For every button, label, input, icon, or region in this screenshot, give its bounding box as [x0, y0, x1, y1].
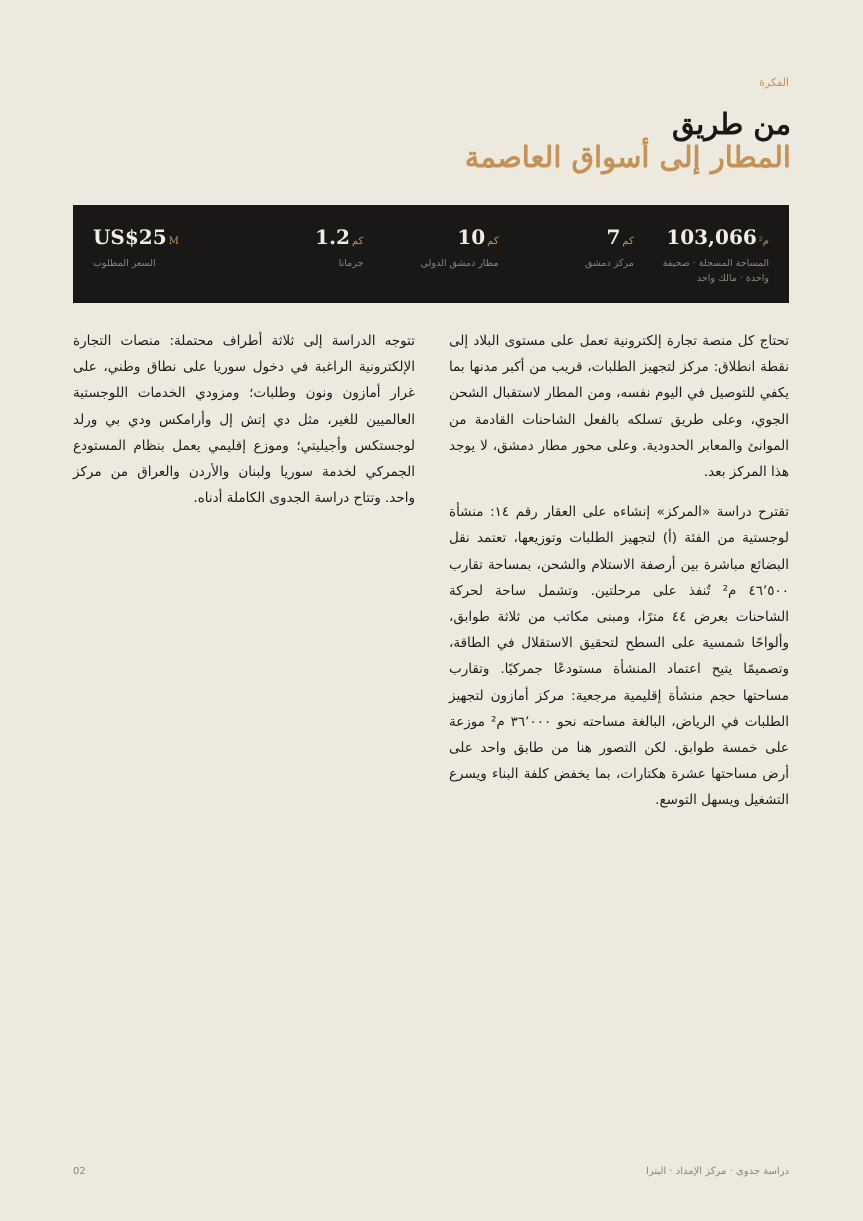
- body-paragraph: تقترح دراسة «المركز» إنشاءه على العقار رقم ١٤: منشأة لوجستية من الفئة (أ) لتجهيز الطلبات وتوزيعها، تعتمد نقل البضائع مباشرة بين أرصفة الاستلام والشحن، بمساحة تقارب ٤٦٬٥٠٠ م² تُنفذ على مرحلتين. وتشمل ساحة لحركة الشاحنات بعرض ٤٤ مترًا، ومبنى مكاتب من ثلاثة طوابق، وألواحًا شمسية على السطح لتحقيق الاستقلال في الطاقة، وتصميمًا يتيح اعتماد المنشأة مستودعًا جمركيًا. وتقارب مساحتها حجم منشأة إقليمية مرجعية: مركز أمازون لتجهيز الطلبات في الرياض، البالغة مساحته نحو ٣٦٬٠٠٠ م² موزعة على خمسة طوابق. لكن التصور هنا من طابق واحد على أرض مساحتها عشرة هكتارات، بما يخفض كلفة البناء ويسرع التشغيل ويسهل التوسع.: [449, 504, 790, 809]
- stat-value: US$25 M: [92, 225, 179, 249]
- section-label: الفكرة: [759, 76, 789, 89]
- page-number: 02: [73, 1166, 86, 1177]
- stat-airport: [363, 225, 498, 303]
- page-footer: [73, 1166, 789, 1177]
- stat-unit: كم: [487, 236, 499, 247]
- stat-unit: M: [168, 236, 179, 247]
- stat-jaramana: [228, 225, 363, 303]
- body-paragraph: تتوجه الدراسة إلى ثلاثة أطراف محتملة: منصات التجارة الإلكترونية الراغبة في دخول سوريا على نطاق وطني، على غرار أمازون ونون وطلبات؛ ومزودي الخدمات اللوجستية العالميين للغير، مثل دي إتش إل وأرامكس ودي بي ورلد لوجستكس وأجيليتي؛ وموزع إقليمي يعمل بنظام المستودع الجمركي لخدمة سوريا ولبنان والأردن والعراق من مركز واحد. وتتاح دراسة الجدوى الكاملة أدناه.: [73, 333, 415, 507]
- stat-unit: كم: [622, 236, 634, 247]
- title-line-1: من طريق: [671, 107, 791, 141]
- footer-document-title: دراسة جدوى · مركز الإمداد · البترا: [646, 1166, 789, 1177]
- stat-asking-price: [93, 225, 228, 303]
- stat-value: 7 كم: [606, 225, 634, 249]
- stat-label: مركز دمشق: [584, 258, 634, 269]
- stat-label: مطار دمشق الدولي: [420, 258, 499, 269]
- key-figures-panel: [73, 205, 789, 303]
- stat-value: 1.2 كم: [315, 225, 364, 249]
- body-paragraph: تحتاج كل منصة تجارة إلكترونية تعمل على مستوى البلاد إلى نقطة انطلاق: مركز لتجهيز الطلبات، قريب من أكبر مدنها بما يكفي للتوصيل في اليوم نفسه، ومن المطار لاستقبال الشحن الجوي، وعلى طريق تسلكه بالفعل الشاحنات القادمة من الموانئ والمعابر الحدودية. وعلى محور مطار دمشق، لا يوجد هذا المركز بعد.: [449, 333, 789, 481]
- body-column-left: [73, 328, 415, 511]
- stat-unit: كم: [351, 236, 364, 247]
- stat-label: المساحة المسجلة · صحيفة واحدة · مالك واحد: [662, 258, 769, 284]
- stat-damascus-center: [499, 225, 634, 303]
- stat-label: جرمانا: [338, 258, 364, 269]
- stat-registered-area: [634, 225, 769, 303]
- stat-value: 103,066 م²: [666, 225, 769, 249]
- page-title: [465, 108, 791, 175]
- stat-unit: م²: [758, 236, 769, 247]
- body-column-right: [449, 328, 789, 814]
- title-line-2: المطار إلى أسواق العاصمة: [464, 140, 791, 175]
- stat-value: 10 كم: [457, 225, 499, 249]
- stat-label: السعر المطلوب: [92, 258, 156, 269]
